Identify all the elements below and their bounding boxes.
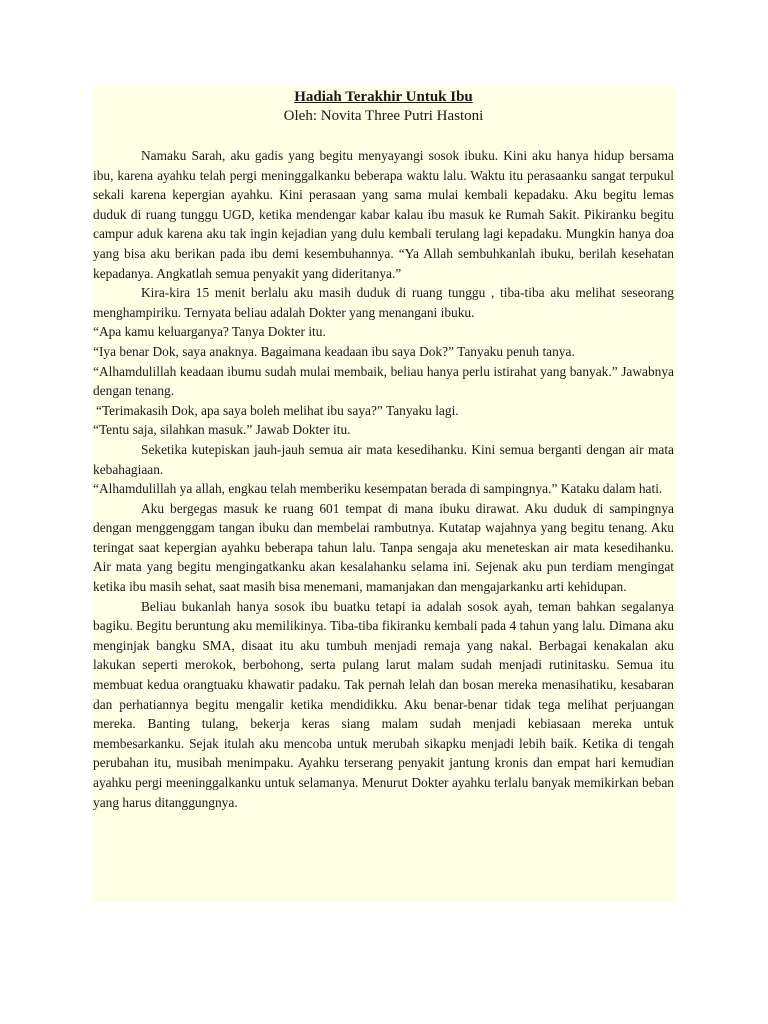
story-paragraph: “Terimakasih Dok, apa saya boleh melihat ibu saya?” Tanyaku lagi. <box>96 402 459 418</box>
story-paragraph: “Alhamdulillah keadaan ibumu sudah mulai membaik, beliau hanya perlu istirahat yang banyak.” Jawabnya dengan tenang. <box>93 363 674 399</box>
story-body <box>93 146 674 812</box>
story-content <box>93 88 674 812</box>
story-paragraph: Aku bergegas masuk ke ruang 601 tempat di mana ibuku dirawat. Aku duduk di sampingnya dengan menggenggam tangan ibuku dan membelai rambutnya. Kutatap wajahnya yang begitu tenang. Aku teringat saat kepergian ayahku beberapa tahun lalu. Tanpa sengaja aku meneteskan air mata kesedihanku. Air mata yang begitu mengingatkanku akan kesalahanku selama ini. Sejenak aku pun terdiam mengingat ketika ibu masih sehat, saat masih bisa menemani, mamanjakan dan mengajarkanku arti kehidupan. <box>93 500 674 595</box>
story-paragraph: Beliau bukanlah hanya sosok ibu buatku tetapi ia adalah sosok ayah, teman bahkan segalanya bagiku. Begitu beruntung aku memilikinya. Tiba-tiba fikiranku kembali pada 4 tahun yang lalu. Dimana aku menginjak bangku SMA, disaat itu aku tumbuh menjadi remaja yang nakal. Berbagai kenakalan aku lakukan seperti merokok, berbohong, serta pulang larut malam sudah menjadi rutinitasku. Semua itu membuat kedua orangtuaku khawatir padaku. Tak pernah lelah dan bosan mereka menasihatiku, kesabaran dan perhatiannya begitu mengalir ketika mendidikku. Aku benar-benar tidak tega melihat perjuangan mereka. Banting tulang, bekerja keras siang malam sudah menjadi kebiasaan mereka untuk membesarkanku. Sejak itulah aku mencoba untuk merubah sikapku menjadi lebih baik. Ketika di tengah perubahan itu, musibah menimpaku. Ayahku terserang penyakit jantung kronis dan empat hari kemudian ayahku pergi meeninggalkanku untuk selamanya. Menurut Dokter ayahku terlalu banyak memikirkan beban yang harus ditanggungnya. <box>93 598 674 810</box>
story-paragraph: “Iya benar Dok, saya anaknya. Bagaimana keadaan ibu saya Dok?” Tanyaku penuh tanya. <box>93 343 575 359</box>
story-paragraph: Seketika kutepiskan jauh-jauh semua air mata kesedihanku. Kini semua berganti dengan air mata kebahagiaan. <box>93 441 674 477</box>
story-paragraph: Kira-kira 15 menit berlalu aku masih duduk di ruang tunggu , tiba-tiba aku melihat seseorang menghampiriku. Ternyata beliau adalah Dokter yang menangani ibuku. <box>93 285 674 320</box>
story-paragraph: Namaku Sarah, aku gadis yang begitu menyayangi sosok ibuku. Kini aku hanya hidup bersama ibu, karena ayahku telah pergi meninggalkanku beberapa waktu lalu. Waktu itu perasaanku sangat terpukul sekali karena kepergian ayahku. Kini perasaan yang sama mulai kembali kepadaku. Aku begitu lemas duduk di ruang tunggu UGD, ketika mendengar kabar kalau ibu masuk ke Rumah Sakit. Pikiranku begitu campur aduk karena aku tak ingin kejadian yang dulu kembali terulang lagi kepadaku. Mungkin hanya doa yang bisa aku berikan pada ibu demi kesembuhannya. “Ya Allah sembuhkanlah ibuku, berilah kesehatan kepadanya. Angkatlah semua penyakit yang dideritanya.” <box>93 148 674 281</box>
story-paragraph: “Tentu saja, silahkan masuk.” Jawab Dokter itu. <box>93 422 351 438</box>
story-paragraph: “Alhamdulillah ya allah, engkau telah memberiku kesempatan berada di sampingnya.” Kataku dalam hati. <box>93 481 663 497</box>
story-author: Oleh: Novita Three Putri Hastoni <box>283 108 484 124</box>
story-title: Hadiah Terakhir Untuk Ibu <box>294 89 473 105</box>
story-paragraph: “Apa kamu keluarganya? Tanya Dokter itu. <box>93 324 326 340</box>
